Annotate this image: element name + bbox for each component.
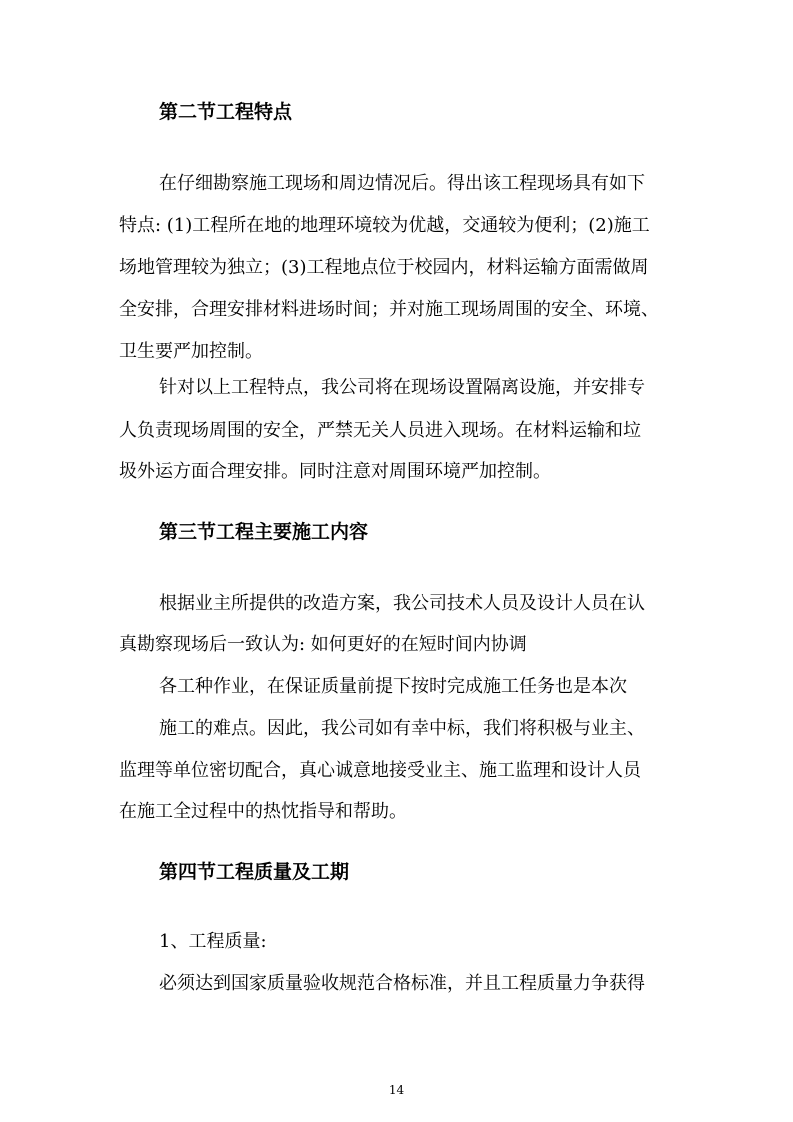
paragraph-line: 场地管理较为独立；(3)工程地点位于校园内，材料运输方面需做周 bbox=[119, 257, 649, 278]
page-number: 14 bbox=[388, 1083, 405, 1097]
paragraph-line: 在仔细勘察施工现场和周边情况后。得出该工程现场具有如下 bbox=[159, 173, 645, 194]
paragraph-line: 施工的难点。因此，我公司如有幸中标，我们将积极与业主、 bbox=[159, 718, 645, 739]
paragraph-line: 在施工全过程中的热忱指导和帮助。 bbox=[119, 801, 407, 822]
paragraph-line: 全安排，合理安排材料进场时间；并对施工现场周围的安全、环境、 bbox=[119, 299, 659, 320]
paragraph-line: 特点: (1)工程所在地的地理环境较为优越，交通较为便利；(2)施工 bbox=[119, 215, 650, 236]
paragraph-line: 真勘察现场后一致认为: 如何更好的在短时间内协调 bbox=[119, 634, 527, 655]
paragraph-line: 各工种作业，在保证质量前提下按时完成施工任务也是本次 bbox=[159, 676, 627, 697]
paragraph-line: 根据业主所提供的改造方案，我公司技术人员及设计人员在认 bbox=[159, 593, 645, 614]
paragraph-line: 必须达到国家质量验收规范合格标准，并且工程质量力争获得 bbox=[159, 973, 645, 994]
paragraph-line: 针对以上工程特点，我公司将在现场设置隔离设施，并安排专 bbox=[159, 377, 645, 398]
paragraph-line: 监理等单位密切配合，真心诚意地接受业主、施工监理和设计人员 bbox=[119, 760, 641, 781]
quality-item-label: 1、工程质量: bbox=[159, 931, 267, 952]
section-heading-characteristics: 第二节工程特点 bbox=[159, 101, 293, 123]
paragraph-line: 卫生要严加控制。 bbox=[119, 341, 263, 362]
section-heading-main-content: 第三节工程主要施工内容 bbox=[159, 521, 369, 543]
paragraph-line: 人负责现场周围的安全，严禁无关人员进入现场。在材料运输和垃 bbox=[119, 420, 641, 441]
section-heading-quality-schedule: 第四节工程质量及工期 bbox=[159, 861, 350, 883]
paragraph-line: 圾外运方面合理安排。同时注意对周围环境严加控制。 bbox=[119, 461, 551, 482]
